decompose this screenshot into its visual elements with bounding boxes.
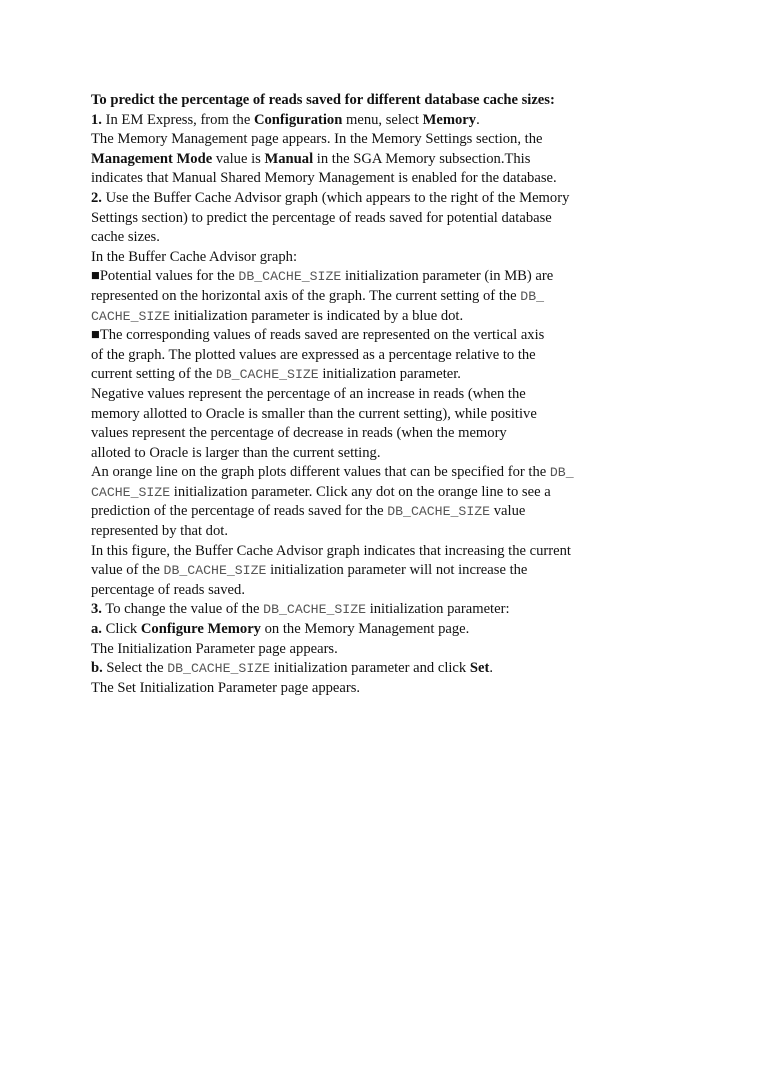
text-line — [91, 228, 651, 248]
code-text: CACHE_SIZE — [91, 308, 171, 324]
plain-text: on the Memory Management page. — [260, 621, 470, 638]
text-line — [91, 659, 651, 679]
text-line — [91, 522, 651, 542]
text-line — [91, 326, 651, 346]
code-text: DB_CACHE_SIZE — [163, 563, 267, 579]
code-text: CACHE_SIZE — [91, 484, 171, 500]
text-line — [91, 130, 651, 150]
plain-text: Click — [101, 621, 141, 638]
text-line — [91, 346, 651, 366]
text-line — [91, 365, 651, 385]
plain-text: The Memory Management page appears. In the Memory Settings section, the — [91, 131, 543, 148]
plain-text: ■Potential values for the — [91, 268, 239, 285]
plain-text: . — [489, 660, 493, 677]
plain-text: represented on the horizontal axis of the graph. The current setting of the — [91, 287, 521, 304]
text-line — [91, 502, 651, 522]
plain-text: initialization parameter (in MB) are — [341, 268, 554, 285]
bold-text: Management Mode — [91, 150, 213, 167]
text-line — [91, 248, 651, 268]
text-line — [91, 209, 651, 229]
plain-text: in the SGA Memory subsection.This — [313, 150, 531, 167]
document-page — [91, 91, 651, 698]
plain-text: percentage of reads saved. — [91, 581, 245, 598]
text-line — [91, 405, 651, 425]
plain-text: initialization parameter. Click any dot on the orange line to see a — [170, 483, 551, 500]
text-line — [91, 111, 651, 131]
plain-text: alloted to Oracle is larger than the current setting. — [91, 444, 381, 461]
text-line — [91, 424, 651, 444]
text-line — [91, 600, 651, 620]
text-line — [91, 150, 651, 170]
plain-text: cache sizes. — [91, 229, 160, 246]
code-text: DB_CACHE_SIZE — [387, 504, 491, 520]
text-line — [91, 267, 651, 287]
document-body — [91, 111, 651, 699]
plain-text: value — [490, 503, 526, 520]
plain-text: represented by that dot. — [91, 523, 228, 540]
plain-text: To change the value of the — [101, 601, 264, 618]
code-text: DB_ — [520, 288, 545, 304]
plain-text: values represent the percentage of decrease in reads (when the memory — [91, 425, 507, 442]
text-line — [91, 307, 651, 327]
plain-text: menu, select — [342, 111, 423, 128]
plain-text: Select the — [102, 660, 168, 677]
bold-text: Configure Memory — [140, 621, 261, 638]
text-line — [91, 189, 651, 209]
plain-text: In this figure, the Buffer Cache Advisor graph indicates that increasing the current — [91, 542, 571, 559]
bold-text: 2. — [91, 189, 102, 206]
plain-text: value is — [212, 150, 265, 167]
text-line — [91, 463, 651, 483]
bold-text: 3. — [91, 601, 102, 618]
text-line — [91, 640, 651, 660]
code-text: DB_ — [549, 465, 574, 481]
plain-text: . — [476, 111, 480, 128]
plain-text: initialization parameter will not increase the — [266, 562, 528, 579]
plain-text: memory allotted to Oracle is smaller than the current setting), while positive — [91, 405, 537, 422]
plain-text: In EM Express, from the — [101, 111, 254, 128]
plain-text: The Initialization Parameter page appears. — [91, 640, 338, 657]
plain-text: An orange line on the graph plots different values that can be specified for the — [91, 464, 550, 481]
code-text: DB_CACHE_SIZE — [167, 661, 271, 677]
plain-text: indicates that Manual Shared Memory Management is enabled for the database. — [91, 170, 557, 187]
plain-text: Use the Buffer Cache Advisor graph (which appears to the right of the Memory — [101, 189, 570, 206]
bold-text: 1. — [91, 111, 102, 128]
plain-text: prediction of the percentage of reads saved for the — [91, 503, 388, 520]
section-heading: To predict the percentage of reads saved for different database cache sizes: — [91, 92, 555, 108]
bold-text: b. — [91, 660, 103, 677]
text-line — [91, 581, 651, 601]
plain-text: current setting of the — [91, 366, 216, 383]
bold-text: Set — [469, 660, 490, 677]
plain-text: initialization parameter: — [366, 601, 510, 618]
code-text: DB_CACHE_SIZE — [215, 367, 319, 383]
text-line — [91, 542, 651, 562]
bold-text: Configuration — [253, 111, 343, 128]
plain-text: Settings section) to predict the percentage of reads saved for potential database — [91, 209, 552, 226]
text-line — [91, 620, 651, 640]
plain-text: ■The corresponding values of reads saved are represented on the vertical axis — [91, 327, 545, 344]
plain-text: value of the — [91, 562, 164, 579]
bold-text: a. — [91, 621, 102, 638]
plain-text: initialization parameter and click — [270, 660, 470, 677]
code-text: DB_CACHE_SIZE — [238, 269, 342, 285]
plain-text: Negative values represent the percentage of an increase in reads (when the — [91, 385, 526, 402]
bold-text: Manual — [264, 150, 314, 167]
plain-text: In the Buffer Cache Advisor graph: — [91, 248, 298, 265]
text-line — [91, 444, 651, 464]
plain-text: initialization parameter is indicated by a blue dot. — [170, 307, 464, 324]
text-line — [91, 679, 651, 699]
plain-text: initialization parameter. — [318, 366, 461, 383]
text-line — [91, 287, 651, 307]
code-text: DB_CACHE_SIZE — [263, 602, 367, 618]
plain-text: The Set Initialization Parameter page appears. — [91, 679, 361, 696]
plain-text: of the graph. The plotted values are expressed as a percentage relative to the — [91, 346, 536, 363]
text-line — [91, 561, 651, 581]
text-line — [91, 169, 651, 189]
text-line — [91, 483, 651, 503]
text-line — [91, 385, 651, 405]
bold-text: Memory — [422, 111, 477, 128]
